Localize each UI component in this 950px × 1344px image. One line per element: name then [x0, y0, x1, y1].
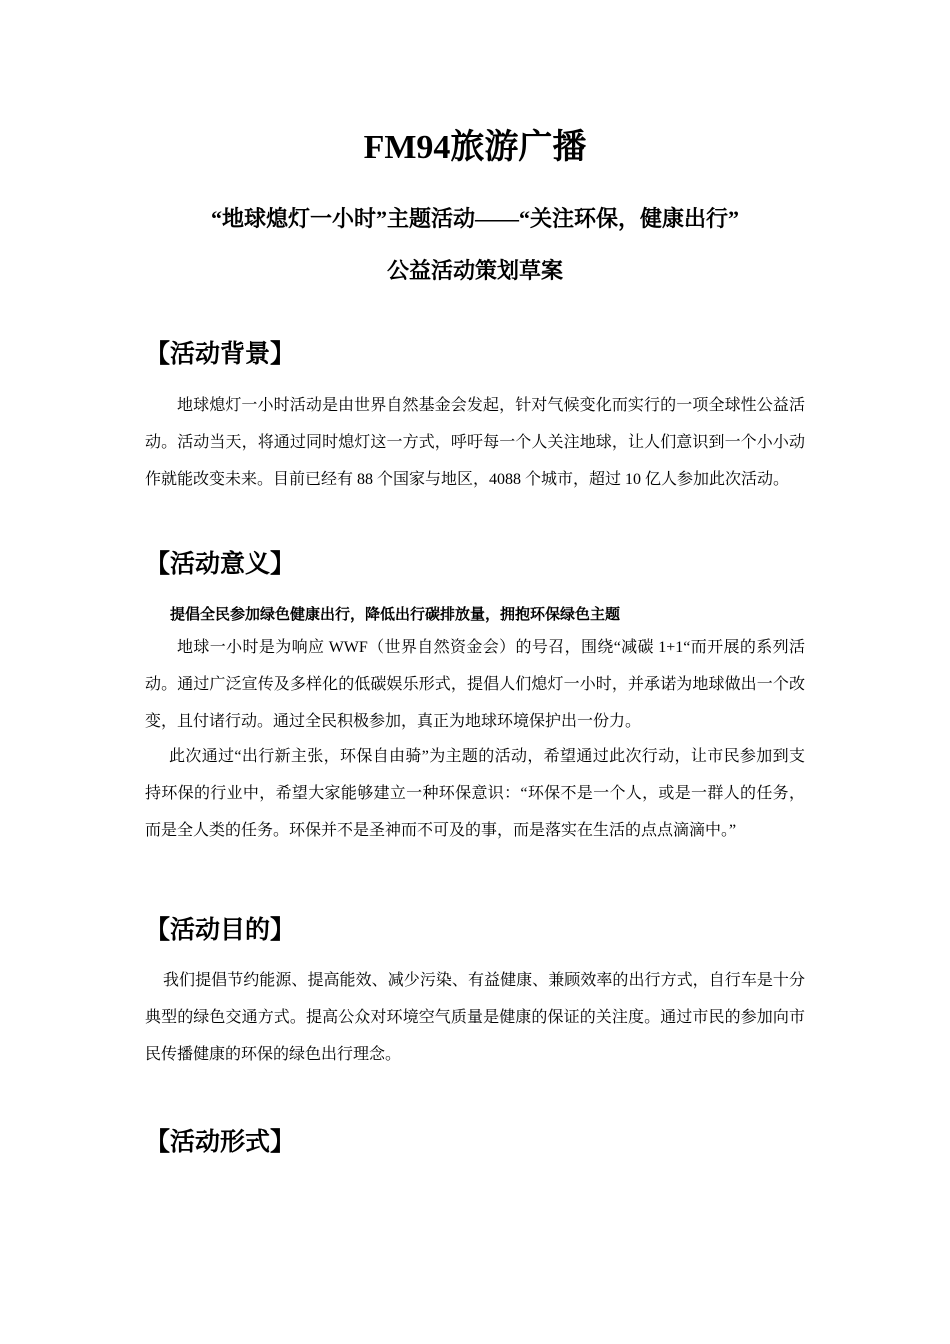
significance-paragraph-2: 此次通过“出行新主张，环保自由骑”为主题的活动，希望通过此次行动，让市民参加到支持环保的行业中，希望大家能够建立一种环保意识：“环保不是一个人，或是一群人的任务，而是全人类的任务。环保并不是圣神而不可及的事，而是落实在生活的点点滴滴中。” — [145, 748, 805, 839]
purpose-paragraph: 我们提倡节约能源、提高能效、减少污染、有益健康、兼顾效率的出行方式，自行车是十分典型的绿色交通方式。提高公众对环境空气质量是健康的保证的关注度。通过市民的参加向市民传播健康的环保的绿色出行理念。 — [145, 972, 805, 1063]
document-title: FM94旅游广播 — [363, 129, 587, 166]
significance-lead: 提倡全民参加绿色健康出行，降低出行碳排放量，拥抱环保绿色主题 — [170, 605, 621, 623]
section-heading-background: 【活动背景】 — [145, 341, 296, 368]
section-heading-format: 【活动形式】 — [145, 1129, 296, 1156]
section-heading-purpose: 【活动目的】 — [145, 917, 296, 944]
background-paragraph: 地球熄灯一小时活动是由世界自然基金会发起，针对气候变化而实行的一项全球性公益活动。活动当天，将通过同时熄灯这一方式，呼吁每一个人关注地球，让人们意识到一个小小动作就能改变未来。目前已经有 88 个国家与地区，4088 个城市，超过 10 亿人参加此次活动。 — [145, 397, 805, 488]
significance-paragraph-1: 地球一小时是为响应 WWF（世界自然资金会）的号召，围绕“减碳 1+1“而开展的系列活动。通过广泛宣传及多样化的低碳娱乐形式，提倡人们熄灯一小时，并承诺为地球做出一个改变，且付诸行动。通过全民积极参加，真正为地球环境保护出一份力。 — [145, 639, 805, 730]
document-subtitle-line2: 公益活动策划草案 — [386, 258, 563, 283]
section-heading-significance: 【活动意义】 — [145, 551, 296, 578]
document-subtitle-line1: “地球熄灯一小时”主题活动——“关注环保，健康出行” — [210, 206, 739, 231]
